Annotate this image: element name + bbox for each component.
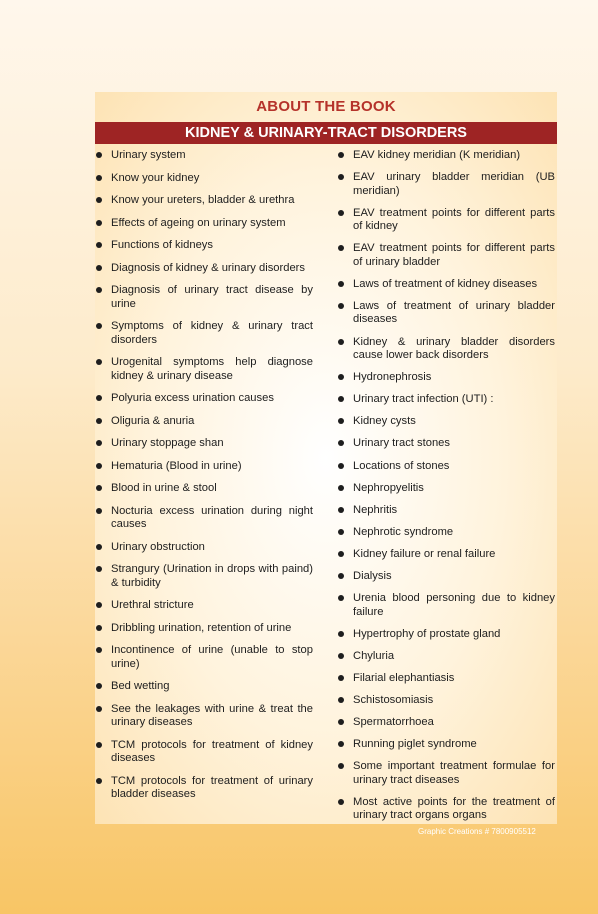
topic-item bbox=[337, 738, 555, 752]
bullet-icon bbox=[338, 485, 344, 491]
topic-item bbox=[95, 680, 313, 694]
topic-item bbox=[337, 415, 555, 429]
topic-text: Diagnosis of kidney & urinary disorders bbox=[111, 261, 306, 274]
bullet-icon bbox=[338, 281, 344, 287]
topic-text: EAV urinary bladder meridian (UB meridian) bbox=[353, 171, 555, 197]
topic-item bbox=[95, 217, 313, 231]
bullet-icon bbox=[96, 544, 102, 550]
topic-text: Urinary stoppage shan bbox=[111, 437, 224, 449]
topic-item bbox=[337, 171, 555, 198]
topic-item bbox=[337, 592, 555, 619]
bullet-icon bbox=[96, 418, 102, 424]
topic-text: Functions of kidneys bbox=[111, 239, 213, 251]
about-heading: ABOUT THE BOOK bbox=[256, 98, 396, 115]
topics-list-left bbox=[95, 149, 313, 811]
topic-text: Kidney failure or renal failure bbox=[353, 547, 496, 560]
bullet-icon bbox=[338, 507, 344, 513]
topic-text: Polyuria excess urination causes bbox=[111, 392, 274, 404]
bullet-icon bbox=[96, 778, 102, 784]
bullet-icon bbox=[96, 508, 102, 514]
topic-text: Urenia blood personing due to kidney failure bbox=[353, 592, 555, 618]
bullet-icon bbox=[338, 152, 344, 158]
topic-text: Bed wetting bbox=[111, 680, 170, 692]
topic-item bbox=[337, 628, 555, 642]
bullet-icon bbox=[96, 742, 102, 748]
topic-text: Urogenital symptoms help diagnose kidney & urinary disease bbox=[111, 356, 313, 382]
topic-item bbox=[337, 760, 555, 787]
bullet-icon bbox=[338, 396, 344, 402]
topic-text: Symptoms of kidney & urinary tract disorders bbox=[111, 320, 313, 346]
topic-item bbox=[95, 262, 313, 276]
bullet-icon bbox=[338, 303, 344, 309]
topic-text: Diagnosis of urinary tract disease by urine bbox=[111, 284, 313, 310]
bullet-icon bbox=[338, 210, 344, 216]
topic-item bbox=[95, 563, 313, 590]
topic-text: Know your ureters, bladder & urethra bbox=[111, 194, 295, 206]
topic-text: Hydronephrosis bbox=[353, 371, 432, 384]
bullet-icon bbox=[338, 374, 344, 380]
topic-text: Schistosomiasis bbox=[353, 693, 434, 706]
bullet-icon bbox=[96, 647, 102, 653]
topic-text: Urinary obstruction bbox=[111, 540, 205, 553]
bullet-icon bbox=[338, 339, 344, 345]
bullet-icon bbox=[338, 799, 344, 805]
topic-item bbox=[337, 694, 555, 708]
topic-text: Nephrotic syndrome bbox=[353, 525, 454, 538]
topic-item bbox=[337, 716, 555, 730]
topic-text: Most active points for the treatment of urinary tract organs organs bbox=[353, 795, 555, 822]
topic-item bbox=[337, 336, 555, 363]
bullet-icon bbox=[96, 197, 102, 203]
bullet-icon bbox=[96, 152, 102, 158]
bullet-icon bbox=[96, 265, 102, 271]
topic-text: Strangury (Urination in drops with paind) & turbidity bbox=[111, 563, 313, 589]
topic-text: Urinary system bbox=[111, 149, 186, 161]
topic-item bbox=[337, 504, 555, 518]
bullet-icon bbox=[338, 675, 344, 681]
topic-item bbox=[95, 482, 313, 496]
bullet-icon bbox=[96, 220, 102, 226]
topic-item bbox=[95, 703, 313, 730]
topic-item bbox=[95, 775, 313, 802]
topic-text: Dribbling urination, retention of urine bbox=[111, 621, 292, 634]
topic-text: Hypertrophy of prostate gland bbox=[353, 627, 501, 640]
topic-item bbox=[95, 541, 313, 555]
book-title-bar: KIDNEY & URINARY-TRACT DISORDERS bbox=[95, 122, 557, 144]
topic-item bbox=[337, 149, 555, 163]
topic-item bbox=[95, 284, 313, 311]
topic-item bbox=[95, 739, 313, 766]
topic-item bbox=[337, 548, 555, 562]
topic-text: Laws of treatment of urinary bladder diseases bbox=[353, 299, 555, 326]
topic-text: Filarial elephantiasis bbox=[353, 671, 455, 684]
topic-item bbox=[95, 149, 313, 163]
topic-text: Kidney & urinary bladder disorders cause lower back disorders bbox=[353, 335, 555, 362]
bullet-icon bbox=[96, 463, 102, 469]
topic-item bbox=[337, 242, 555, 269]
topic-text: Locations of stones bbox=[353, 459, 450, 472]
bullet-icon bbox=[96, 485, 102, 491]
topic-item bbox=[337, 437, 555, 451]
bullet-icon bbox=[96, 242, 102, 248]
bullet-icon bbox=[96, 625, 102, 631]
topic-text: Know your kidney bbox=[111, 171, 200, 184]
topic-text: Oliguria & anuria bbox=[111, 414, 195, 427]
bullet-icon bbox=[96, 287, 102, 293]
bullet-icon bbox=[338, 551, 344, 557]
topic-item bbox=[95, 460, 313, 474]
bullet-icon bbox=[338, 763, 344, 769]
bullet-icon bbox=[338, 741, 344, 747]
topic-text: Kidney cysts bbox=[353, 415, 416, 428]
topic-text: Nephropyelitis bbox=[353, 481, 424, 494]
topic-item bbox=[95, 392, 313, 406]
topic-item bbox=[95, 505, 313, 532]
bullet-icon bbox=[96, 706, 102, 712]
topic-text: Urinary tract stones bbox=[353, 437, 450, 450]
bullet-icon bbox=[338, 245, 344, 251]
topic-text: EAV treatment points for different parts of urinary bladder bbox=[353, 242, 555, 268]
topic-item bbox=[95, 172, 313, 186]
topic-item bbox=[95, 356, 313, 383]
topic-item bbox=[95, 320, 313, 347]
bullet-icon bbox=[338, 440, 344, 446]
topic-text: Incontinence of urine (unable to stop urine) bbox=[111, 644, 313, 670]
topic-item bbox=[337, 300, 555, 327]
bullet-icon bbox=[338, 573, 344, 579]
topic-text: Spermatorrhoea bbox=[353, 716, 434, 729]
bullet-icon bbox=[338, 653, 344, 659]
topic-item bbox=[95, 437, 313, 451]
bullet-icon bbox=[338, 719, 344, 725]
bullet-icon bbox=[96, 602, 102, 608]
topic-text: Chyluria bbox=[353, 649, 395, 662]
topic-item bbox=[337, 526, 555, 540]
topic-text: Nocturia excess urination during night causes bbox=[111, 504, 313, 530]
topic-text: Hematuria (Blood in urine) bbox=[111, 459, 242, 472]
topic-item bbox=[337, 570, 555, 584]
bullet-icon bbox=[338, 463, 344, 469]
bullet-icon bbox=[338, 631, 344, 637]
bullet-icon bbox=[338, 418, 344, 424]
topic-text: EAV treatment points for different parts of kidney bbox=[353, 206, 555, 233]
bullet-icon bbox=[338, 697, 344, 703]
topic-item bbox=[337, 672, 555, 686]
topic-item bbox=[337, 207, 555, 234]
topic-item bbox=[95, 622, 313, 636]
topic-text: Running piglet syndrome bbox=[353, 738, 477, 751]
topic-item bbox=[95, 415, 313, 429]
bullet-icon bbox=[96, 440, 102, 446]
topic-item bbox=[337, 482, 555, 496]
topic-text: Laws of treatment of kidney diseases bbox=[353, 277, 538, 290]
topic-text: Urethral stricture bbox=[111, 599, 194, 611]
book-info-panel bbox=[95, 92, 557, 824]
bullet-icon bbox=[338, 529, 344, 535]
topic-text: Dialysis bbox=[353, 570, 392, 582]
topic-text: Blood in urine & stool bbox=[111, 482, 217, 494]
graphic-credit: Graphic Creations # 7800905512 bbox=[418, 827, 536, 836]
topic-text: Nephritis bbox=[353, 503, 398, 516]
bullet-icon bbox=[96, 359, 102, 365]
bullet-icon bbox=[96, 323, 102, 329]
topic-text: EAV kidney meridian (K meridian) bbox=[353, 149, 521, 161]
topic-item bbox=[337, 796, 555, 823]
topic-item bbox=[95, 644, 313, 671]
topic-item bbox=[337, 393, 555, 407]
topic-item bbox=[337, 371, 555, 385]
topic-item bbox=[337, 460, 555, 474]
topic-item bbox=[337, 278, 555, 292]
topic-item bbox=[95, 239, 313, 253]
bullet-icon bbox=[338, 174, 344, 180]
topics-list-right bbox=[337, 149, 555, 831]
topic-text: TCM protocols for treatment of kidney diseases bbox=[111, 738, 313, 764]
bullet-icon bbox=[96, 566, 102, 572]
bullet-icon bbox=[338, 595, 344, 601]
bullet-icon bbox=[96, 395, 102, 401]
bullet-icon bbox=[96, 683, 102, 689]
topic-item bbox=[95, 194, 313, 208]
topic-text: Urinary tract infection (UTI) : bbox=[353, 393, 494, 406]
topic-text: Some important treatment formulae for urinary tract diseases bbox=[353, 760, 555, 786]
topic-text: See the leakages with urine & treat the urinary diseases bbox=[111, 702, 313, 728]
bullet-icon bbox=[96, 175, 102, 181]
topic-item bbox=[337, 650, 555, 664]
topic-text: Effects of ageing on urinary system bbox=[111, 216, 286, 229]
topic-item bbox=[95, 599, 313, 613]
topic-text: TCM protocols for treatment of urinary bladder diseases bbox=[111, 774, 313, 800]
